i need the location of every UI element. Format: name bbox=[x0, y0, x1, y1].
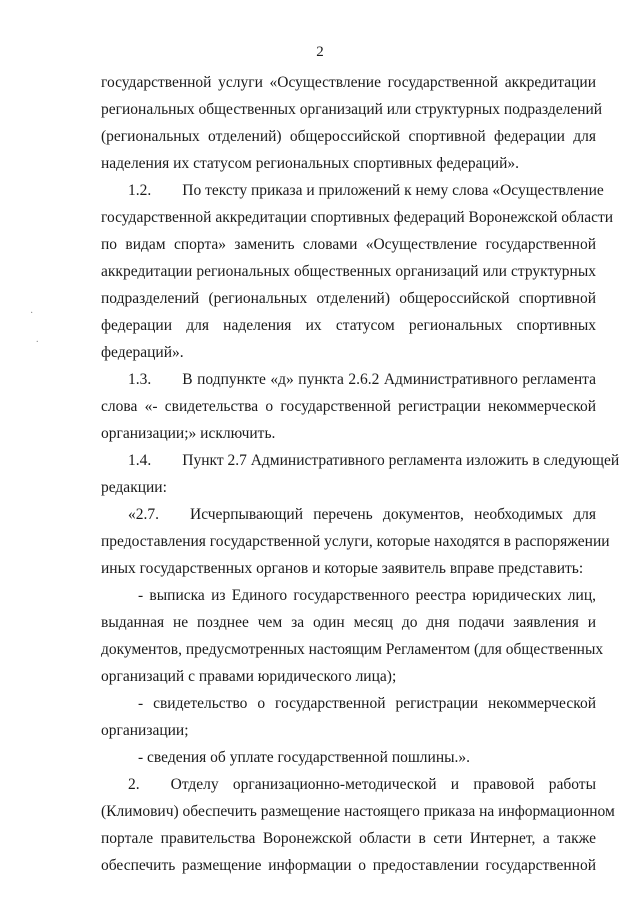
text-line: региональных общественных организаций или структурных подразделений bbox=[101, 101, 603, 118]
text-line: организаций с правами юридического лица); bbox=[101, 668, 397, 685]
paragraph-1-4: 1.4. Пункт 2.7 Административного регламента изложить в следующей bbox=[128, 452, 620, 469]
text-line: (Климович) обеспечить размещение настоящего приказа на информационном bbox=[101, 803, 615, 820]
list-item-extract: - выписка из Единого государственного реестра юридических лиц, bbox=[138, 587, 596, 604]
text-line: аккредитации региональных общественных организаций или структурных bbox=[101, 263, 596, 280]
text-line: слова «- свидетельства о государственной регистрации некоммерческой bbox=[101, 398, 596, 415]
text-line: (региональных отделений) общероссийской спортивной федерации для bbox=[101, 128, 596, 145]
text-line: предоставления государственной услуги, которые находятся в распоряжении bbox=[101, 533, 610, 550]
text-line: документов, предусмотренных настоящим Регламентом (для общественных bbox=[101, 641, 604, 658]
scan-speck: . bbox=[36, 334, 39, 345]
text-line: редакции: bbox=[101, 479, 167, 496]
paragraph-2: 2. Отделу организационно-методической и правовой работы bbox=[128, 776, 596, 793]
paragraph-2-7: «2.7. Исчерпывающий перечень документов, необходимых для bbox=[128, 506, 596, 523]
text-line: федераций». bbox=[101, 344, 184, 361]
page-number: 2 bbox=[316, 44, 324, 60]
text-line: организации;» исключить. bbox=[101, 425, 276, 442]
text-line: федерации для наделения их статусом региональных спортивных bbox=[101, 317, 596, 334]
text-line: наделения их статусом региональных спортивных федераций». bbox=[101, 155, 520, 172]
paragraph-1-3: 1.3. В подпункте «д» пункта 2.6.2 Административного регламента bbox=[128, 371, 596, 388]
text-line: выданная не позднее чем за один месяц до дня подачи заявления и bbox=[101, 614, 596, 631]
text-line: подразделений (региональных отделений) общероссийской спортивной bbox=[101, 290, 596, 307]
text-line: организации; bbox=[101, 722, 189, 739]
list-item-fee: - сведения об уплате государственной пошлины.». bbox=[138, 749, 471, 766]
text-line: государственной аккредитации спортивных федераций Воронежской области bbox=[101, 209, 614, 226]
text-line: иных государственных органов и которые заявитель вправе представить: bbox=[101, 560, 584, 577]
text-line: по видам спорта» заменить словами «Осуществление государственной bbox=[101, 236, 596, 253]
paragraph-1-2: 1.2. По тексту приказа и приложений к нему слова «Осуществление bbox=[128, 182, 604, 199]
text-line: портале правительства Воронежской области в сети Интернет, а также bbox=[101, 830, 596, 847]
text-line: обеспечить размещение информации о предоставлении государственной bbox=[101, 857, 596, 874]
list-item-certificate: - свидетельство о государственной регистрации некоммерческой bbox=[138, 695, 596, 712]
text-line: государственной услуги «Осуществление государственной аккредитации bbox=[101, 74, 596, 91]
scan-speck: · bbox=[30, 308, 34, 319]
